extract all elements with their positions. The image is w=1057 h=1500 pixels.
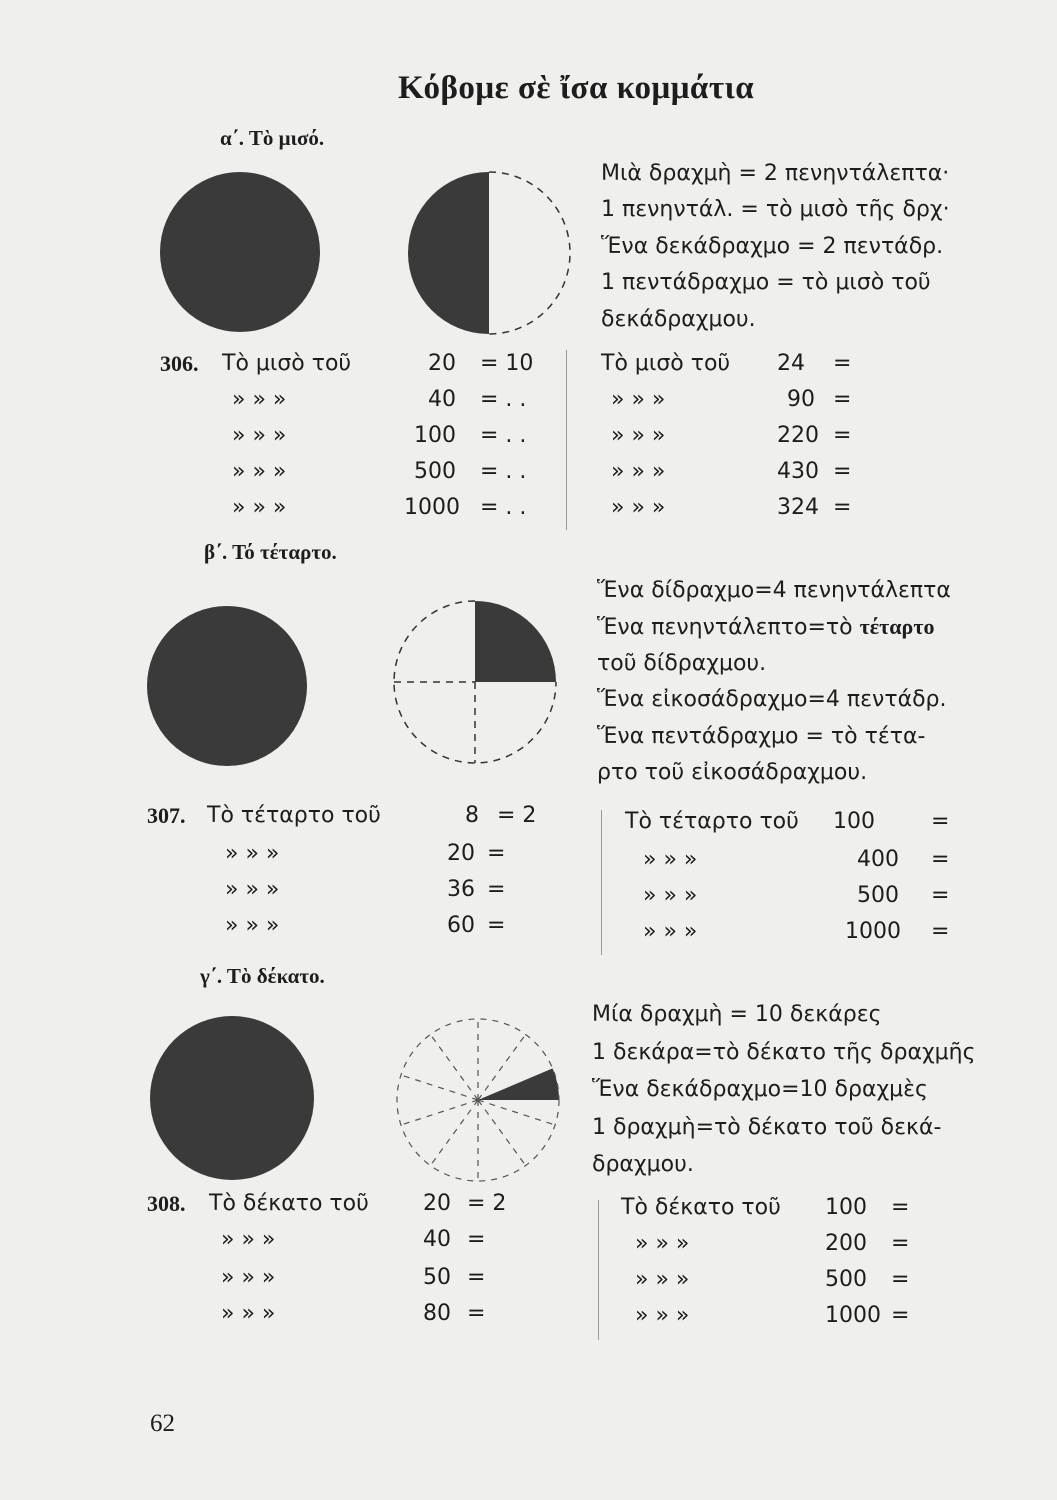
row-value: 324 xyxy=(777,495,819,520)
whole-circle-half xyxy=(160,172,320,332)
explanation-half xyxy=(601,156,950,338)
row-result: = . . xyxy=(480,495,527,520)
exercise-row xyxy=(625,914,955,950)
exercise-row xyxy=(601,382,901,418)
row-label: » » » xyxy=(221,1301,276,1326)
row-value: 40 xyxy=(423,1227,451,1252)
column-divider xyxy=(598,1200,599,1340)
row-result: = 2 xyxy=(467,1191,507,1216)
explanation-line: τοῦ δίδραχμου. xyxy=(597,650,767,676)
exercise-row xyxy=(147,836,567,872)
row-result: = xyxy=(833,423,852,448)
row-label: » » » xyxy=(611,387,666,412)
explanation-line: Ἕνα εἰκοσάδραχμο=4 πεντάδρ. xyxy=(597,687,947,713)
row-result: = xyxy=(467,1227,486,1252)
row-result: = xyxy=(467,1301,486,1326)
row-result: = xyxy=(891,1195,910,1220)
explanation-line: 1 δραχμὴ=τὸ δέκατο τοῦ δεκά- xyxy=(592,1114,942,1140)
whole-circle-tenth xyxy=(150,1016,314,1180)
row-value: 24 xyxy=(777,351,805,376)
exercise-number: 306. xyxy=(160,351,199,376)
exercise-row xyxy=(601,418,901,454)
exercise-row xyxy=(147,1186,567,1222)
page-title: Κόβομε σὲ ἴσα κομμάτια xyxy=(398,70,755,106)
row-value: 60 xyxy=(447,913,475,938)
half-circle-figure xyxy=(404,168,574,338)
row-label: » » » xyxy=(611,459,666,484)
row-value: 1000 xyxy=(404,495,460,520)
row-label: » » » xyxy=(643,847,698,872)
exercise-row xyxy=(621,1298,921,1334)
row-label: » » » xyxy=(635,1231,690,1256)
row-result: = xyxy=(891,1231,910,1256)
row-result: = xyxy=(487,913,506,938)
row-label: » » » xyxy=(232,387,287,412)
row-value: 500 xyxy=(414,459,456,484)
row-result: = 2 xyxy=(497,803,537,828)
row-result: = xyxy=(467,1265,486,1290)
explanation-line: Ἕνα δίδραχμο=4 πενηντάλεπτα xyxy=(597,578,951,603)
exercise-row xyxy=(625,842,955,878)
explanation-line: δραχμου. xyxy=(592,1152,694,1178)
exercise-row xyxy=(147,908,567,944)
row-result: = . . xyxy=(480,387,527,412)
row-label: Τὸ μισὸ τοῦ xyxy=(222,351,352,376)
explanation-tenth xyxy=(592,996,976,1184)
exercise-row xyxy=(147,1260,567,1296)
row-label: » » » xyxy=(643,883,698,908)
section-heading-tenth: γ΄. Τὸ δέκατο. xyxy=(200,964,325,988)
dashed-spoke xyxy=(430,1100,478,1166)
row-label: » » » xyxy=(232,495,287,520)
exercise-row xyxy=(625,878,955,914)
row-label: » » » xyxy=(221,1265,276,1290)
row-label: Τὸ τέταρτο τοῦ xyxy=(207,803,381,828)
tenth-circle-figure xyxy=(393,1015,563,1185)
row-result: = . . xyxy=(480,459,527,484)
dashed-spoke xyxy=(478,1100,526,1166)
quarter-circle-figure xyxy=(390,597,560,767)
row-label: » » » xyxy=(232,423,287,448)
quarter-slice xyxy=(475,601,556,682)
dashed-spoke xyxy=(430,1035,478,1101)
row-result: = xyxy=(487,841,506,866)
row-label: Τὸ δέκατο τοῦ xyxy=(621,1195,781,1220)
row-value: 220 xyxy=(777,423,819,448)
exercise-row xyxy=(625,804,955,840)
row-label: » » » xyxy=(611,495,666,520)
exercise-row xyxy=(601,490,901,526)
explanation-line: 1 πενηντάλ. = τὸ μισὸ τῆς δρχ· xyxy=(601,197,950,223)
row-label: » » » xyxy=(635,1267,690,1292)
exercise-row xyxy=(621,1190,921,1226)
row-value: 40 xyxy=(428,387,456,412)
row-label: » » » xyxy=(611,423,666,448)
row-result: = xyxy=(931,883,950,908)
exercise-row xyxy=(147,872,567,908)
row-result: = xyxy=(891,1303,910,1328)
row-value: 500 xyxy=(857,883,899,908)
row-value: 100 xyxy=(414,423,456,448)
exercise-row xyxy=(147,1296,567,1332)
row-result: = xyxy=(931,809,950,834)
exercise-number: 307. xyxy=(147,803,186,828)
row-value: 500 xyxy=(825,1267,867,1292)
row-value: 400 xyxy=(857,847,899,872)
exercise-row xyxy=(160,382,560,418)
explanation-line: 1 πεντάδραχμο = τὸ μισὸ τοῦ xyxy=(601,270,931,296)
row-label: » » » xyxy=(221,1227,276,1252)
row-result: = xyxy=(833,459,852,484)
explanation-line: Μιὰ δραχμὴ = 2 πενηντάλεπτα· xyxy=(601,161,950,186)
row-label: Τὸ τέταρτο τοῦ xyxy=(625,809,799,834)
row-result: = xyxy=(487,877,506,902)
exercise-number: 308. xyxy=(147,1191,186,1216)
row-label: Τὸ δέκατο τοῦ xyxy=(209,1191,369,1216)
row-value: 20 xyxy=(423,1191,451,1216)
row-value: 1000 xyxy=(825,1303,881,1328)
column-divider xyxy=(601,810,602,955)
bold-keyword: τέταρτο xyxy=(859,614,935,640)
explanation-line: δεκάδραχμου. xyxy=(601,306,756,332)
tenth-slice xyxy=(478,1068,559,1100)
exercise-row xyxy=(160,418,560,454)
section-heading-half: α΄. Τὸ μισό. xyxy=(220,126,325,150)
exercise-row xyxy=(147,798,567,834)
page-number: 62 xyxy=(150,1410,175,1437)
row-label: » » » xyxy=(225,877,280,902)
whole-circle-quarter xyxy=(147,606,307,766)
row-result: = 10 xyxy=(480,351,534,376)
row-label: » » » xyxy=(643,919,698,944)
row-value: 20 xyxy=(428,351,456,376)
row-value: 80 xyxy=(423,1301,451,1326)
row-value: 36 xyxy=(447,877,475,902)
dashed-spoke xyxy=(401,1100,478,1125)
exercise-row xyxy=(160,346,560,382)
explanation-line-with-bold xyxy=(597,609,951,645)
row-value: 8 xyxy=(465,803,479,828)
exercise-row xyxy=(621,1226,921,1262)
row-result: = xyxy=(833,495,852,520)
row-result: = xyxy=(931,919,950,944)
explanation-line: Ἕνα πενηντάλεπτο=τὸ τέταρτο xyxy=(597,614,935,641)
exercise-row xyxy=(601,454,901,490)
row-label: » » » xyxy=(225,913,280,938)
explanation-line: Ἕνα δεκάδραχμο=10 δραχμὲς xyxy=(592,1077,928,1103)
exercise-row xyxy=(601,346,901,382)
row-value: 100 xyxy=(825,1195,867,1220)
row-result: = xyxy=(833,387,852,412)
row-value: 50 xyxy=(423,1265,451,1290)
row-value: 200 xyxy=(825,1231,867,1256)
row-label: » » » xyxy=(225,841,280,866)
explanation-line: Ἕνα δεκάδραχμο = 2 πεντάδρ. xyxy=(601,233,944,259)
explanation-line: ρτο τοῦ εἰκοσάδραχμου. xyxy=(597,759,868,785)
row-value: 430 xyxy=(777,459,819,484)
row-result: = xyxy=(833,351,852,376)
row-value: 20 xyxy=(447,841,475,866)
explanation-line: Μία δραχμὴ = 10 δεκάρες xyxy=(592,1002,882,1027)
explanation-quarter xyxy=(597,573,951,791)
dashed-outline xyxy=(489,172,570,334)
exercise-row xyxy=(147,1222,567,1258)
row-result: = xyxy=(891,1267,910,1292)
row-label: Τὸ μισὸ τοῦ xyxy=(601,351,731,376)
exercise-row xyxy=(160,490,560,526)
column-divider xyxy=(566,350,567,530)
row-result: = . . xyxy=(480,423,527,448)
explanation-line: Ἕνα πεντάδραχμο = τὸ τέτα- xyxy=(597,723,926,749)
row-label: » » » xyxy=(232,459,287,484)
exercise-row xyxy=(160,454,560,490)
exercise-row xyxy=(621,1262,921,1298)
dashed-spoke xyxy=(401,1075,478,1100)
explanation-line: 1 δεκάρα=τὸ δέκατο τῆς δραχμῆς xyxy=(592,1039,976,1065)
row-value: 90 xyxy=(787,387,815,412)
row-result: = xyxy=(931,847,950,872)
half-slice xyxy=(408,172,489,334)
row-value: 100 xyxy=(833,809,875,834)
dashed-spoke xyxy=(478,1100,555,1125)
row-value: 1000 xyxy=(845,919,901,944)
section-heading-quarter: β΄. Τό τέταρτο. xyxy=(204,540,337,564)
row-label: » » » xyxy=(635,1303,690,1328)
